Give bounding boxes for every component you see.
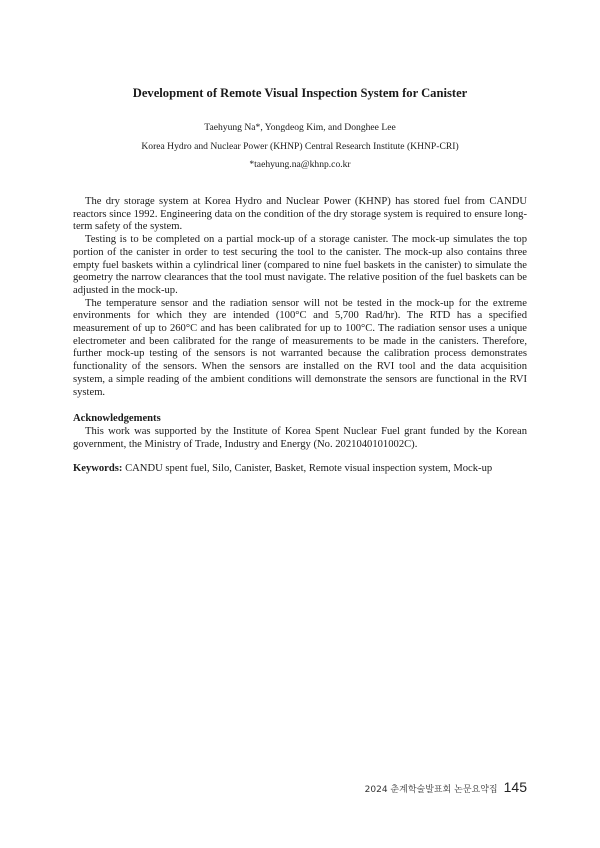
corresponding-email: *taehyung.na@khnp.co.kr bbox=[249, 159, 351, 170]
body-paragraph: Testing is to be completed on a partial mock-up of a storage canister. The mock-up simulates the top portion of the canister in order to test securing the tool to the canister. The mock-up also contains three empty fuel baskets within a cylindrical liner (compared to nine fuel baskets in the canister) to simulate the geometry the narrow clearances that the tool must navigate. The relative position of the fuel baskets can be adjusted in the mock-up. bbox=[73, 234, 527, 296]
keywords-text: CANDU spent fuel, Silo, Canister, Basket, Remote visual inspection system, Mock-up bbox=[122, 463, 493, 474]
page-footer bbox=[365, 779, 527, 795]
keywords-label: Keywords: bbox=[73, 463, 123, 474]
paper-title: Development of Remote Visual Inspection System for Canister bbox=[132, 86, 468, 100]
body-paragraph: The dry storage system at Korea Hydro and Nuclear Power (KHNP) has stored fuel from CANDU reactors since 1992. Engineering data on the condition of the dry storage system is required to ensure long-term safety of the system. bbox=[73, 196, 527, 233]
conference-name: 2024 춘계학술발표회 논문요약집 bbox=[364, 785, 498, 795]
page-number: 145 bbox=[503, 779, 527, 795]
affiliation: Korea Hydro and Nuclear Power (KHNP) Central Research Institute (KHNP-CRI) bbox=[141, 141, 459, 152]
acknowledgements-heading: Acknowledgements bbox=[73, 413, 161, 424]
keywords-line bbox=[73, 463, 527, 474]
body-paragraph: The temperature sensor and the radiation sensor will not be tested in the mock-up for the extreme environments for which they are intended (100°C and 5,700 Rad/hr). The RTD has a specified measurement of up to 260°C and has been calibrated for up to 100°C. The radiation sensor uses a unique electrometer and been calibrated for the range of measurements to be made in the canisters. Therefore, further mock-up testing of the sensors is not warranted because the calibration process demonstrates functionality of the sensors. When the sensors are installed on the RVI tool and the data acquisition system, a simple reading of the ambient conditions will demonstrate the sensors are functional in the RVI system. bbox=[73, 297, 527, 398]
author-list: Taehyung Na*, Yongdeog Kim, and Donghee Lee bbox=[204, 122, 396, 133]
abstract-body bbox=[73, 196, 527, 399]
acknowledgements-text: This work was supported by the Institute of Korea Spent Nuclear Fuel grant funded by the Korean government, the Ministry of Trade, Industry and Energy (No. 2021040101002C). bbox=[73, 426, 527, 450]
